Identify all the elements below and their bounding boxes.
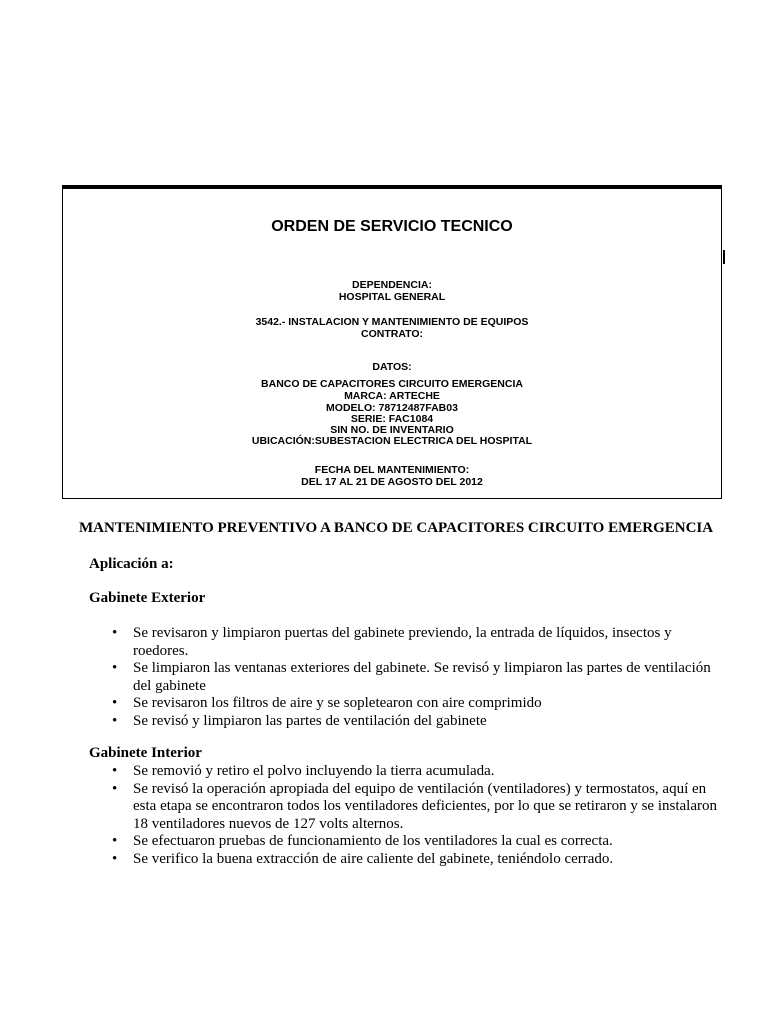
datos-ubicacion: UBICACIÓN:SUBESTACION ELECTRICA DEL HOSPITAL xyxy=(251,435,533,447)
exterior-list xyxy=(133,625,723,730)
interior-list xyxy=(133,763,723,868)
box-edge-mark xyxy=(723,250,725,264)
list-item: • Se revisó la operación apropiada del equipo de ventilación (ventiladores) y termostatos, aquí en esta etapa se encontraron todos los ventiladores deficientes, por lo que se retiraron y se instalaron 18 ventiladores nuevos de 127 volts alternos. xyxy=(133,781,723,834)
dependencia-label: DEPENDENCIA: xyxy=(352,279,432,291)
dependencia-value: HOSPITAL GENERAL xyxy=(338,291,446,303)
section-title: MANTENIMIENTO PREVENTIVO A BANCO DE CAPACITORES CIRCUITO EMERGENCIA xyxy=(79,520,714,536)
list-item: • Se limpiaron las ventanas exteriores del gabinete. Se revisó y limpiaron las partes de ventilación del gabinete xyxy=(133,660,723,695)
list-item: • Se efectuaron pruebas de funcionamiento de los ventiladores la cual es correcta. xyxy=(133,833,723,851)
fecha-value: DEL 17 AL 21 DE AGOSTO DEL 2012 xyxy=(301,476,483,488)
datos-label: DATOS: xyxy=(372,361,412,373)
datos-serie: SERIE: FAC1084 xyxy=(350,413,434,425)
datos-marca: MARCA: ARTECHE xyxy=(344,390,440,402)
fecha-label: FECHA DEL MANTENIMIENTO: xyxy=(314,464,470,476)
datos-inventario: SIN NO. DE INVENTARIO xyxy=(330,424,454,436)
contrato-line-1: 3542.- INSTALACION Y MANTENIMIENTO DE EQUIPOS xyxy=(255,316,529,328)
datos-equipo: BANCO DE CAPACITORES CIRCUITO EMERGENCIA xyxy=(261,378,523,390)
exterior-heading: Gabinete Exterior xyxy=(89,590,206,606)
list-item: • Se revisó y limpiaron las partes de ventilación del gabinete xyxy=(133,713,723,731)
list-item: • Se revisaron los filtros de aire y se sopletearon con aire comprimido xyxy=(133,695,723,713)
aplicacion-heading: Aplicación a: xyxy=(89,556,174,572)
list-item: • Se removió y retiro el polvo incluyendo la tierra acumulada. xyxy=(133,763,723,781)
contrato-line-2: CONTRATO: xyxy=(360,328,424,340)
interior-heading: Gabinete Interior xyxy=(89,745,202,761)
document-title: ORDEN DE SERVICIO TECNICO xyxy=(271,218,513,235)
list-item: • Se verifico la buena extracción de aire caliente del gabinete, teniéndolo cerrado. xyxy=(133,851,723,869)
datos-modelo: MODELO: 78712487FAB03 xyxy=(326,402,458,414)
list-item: • Se revisaron y limpiaron puertas del gabinete previendo, la entrada de líquidos, insectos y roedores. xyxy=(133,625,723,660)
